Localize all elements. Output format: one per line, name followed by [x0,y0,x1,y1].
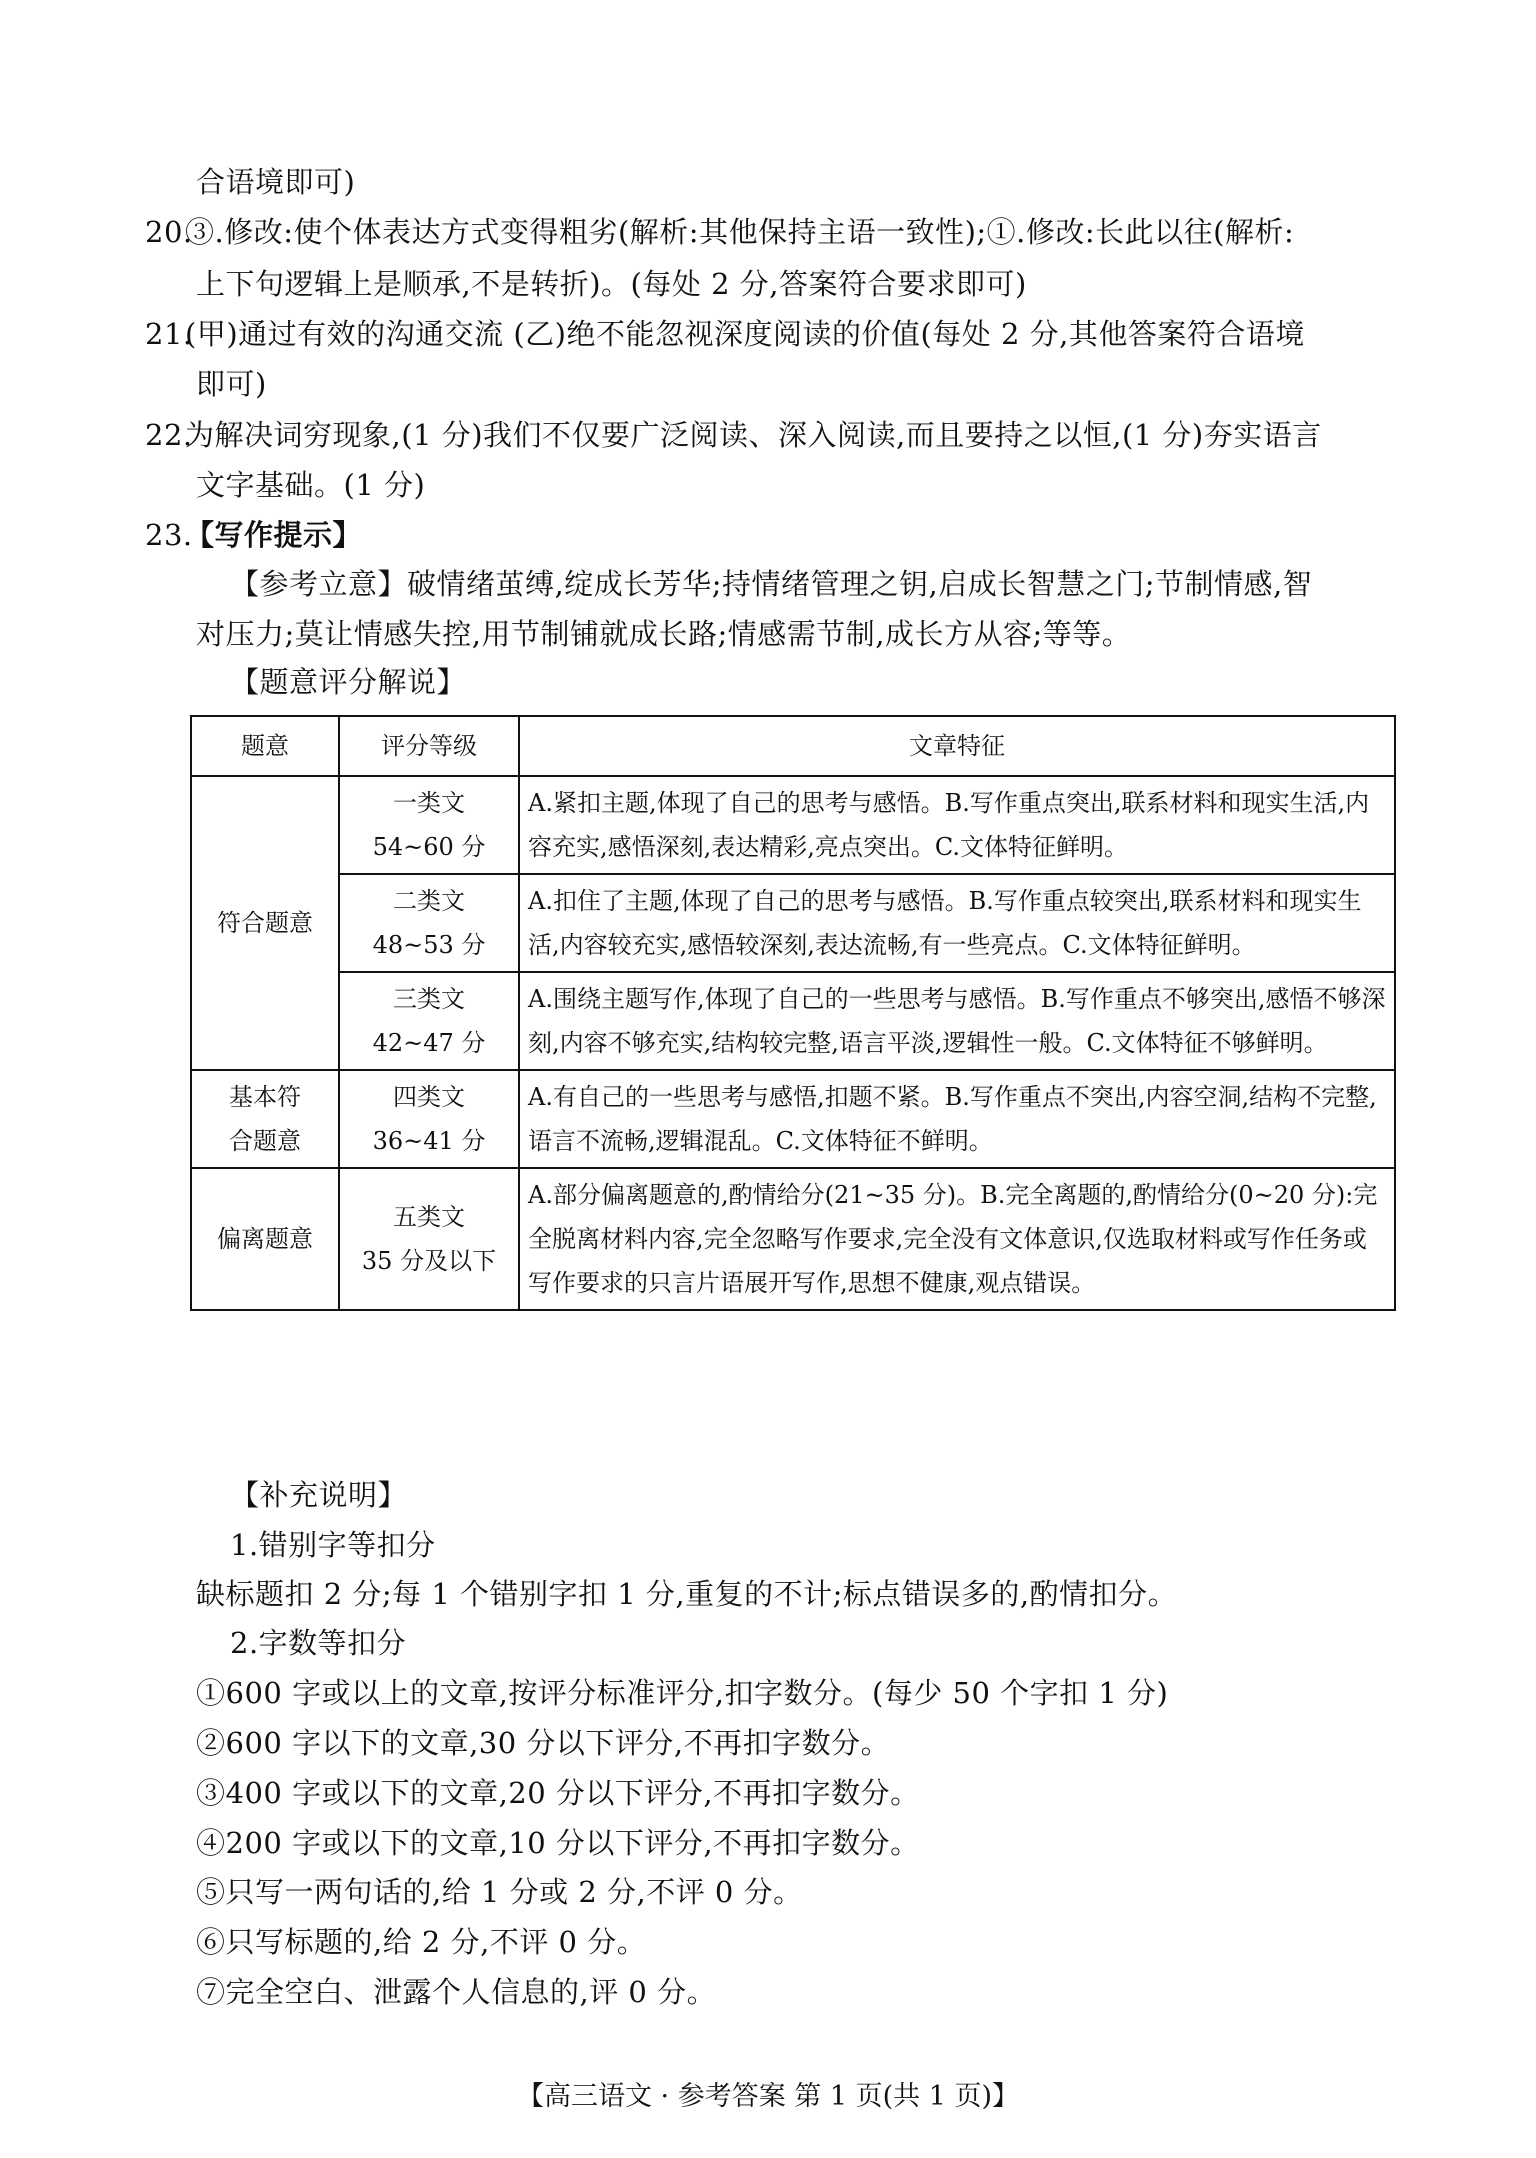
q23-heading [145,513,362,557]
table-row [191,1070,1395,1168]
q19-tail: 合语境即可) [196,165,356,199]
word-count-rule: ⑥只写标题的,给 2 分,不评 0 分。 [196,1925,647,1959]
grade-cell [339,1070,519,1168]
grade-cell [339,972,519,1070]
grading-table [190,715,1396,1311]
word-count-rule: ⑤只写一两句话的,给 1 分或 2 分,不评 0 分。 [196,1875,803,1909]
q21-line2: 即可) [196,367,267,401]
feature-cell: A.部分偏离题意的,酌情给分(21~35 分)。B.完全离题的,酌情给分(0~20 分):完全脱离材料内容,完全忽略写作要求,完全没有文体意识,仅选取材料或写作任务或写作要求的只言片语展开写作,思想不健康,观点错误。 [519,1168,1395,1310]
supplement-section-2: 2.字数等扣分 [230,1626,407,1660]
q20-line1 [145,210,1294,254]
grade-cell [339,1168,519,1310]
header-topic: 题意 [191,716,339,776]
table-row [191,776,1395,874]
question-number: 22. [145,418,193,452]
word-count-rule: ④200 字或以下的文章,10 分以下评分,不再扣字数分。 [196,1826,920,1860]
word-count-rule: ①600 字或以上的文章,按评分标准评分,扣字数分。(每少 50 个字扣 1 分) [196,1676,1169,1710]
q20-text: ③.修改:使个体表达方式变得粗劣(解析:其他保持主语一致性);①.修改:长此以往(解析: [185,215,1295,249]
table-row [191,972,1395,1070]
group-basic [191,1070,339,1168]
grade-range: 54~60 分 [372,833,486,861]
q22-text: 为解决词穷现象,(1 分)我们不仅要广泛阅读、深入阅读,而且要持之以恒,(1 分)夯实语言 [185,418,1322,452]
grade-cell [339,776,519,874]
feature-cell: A.围绕主题写作,体现了自己的一些思考与感悟。B.写作重点不够突出,感悟不够深刻,内容不够充实,结构较完整,语言平淡,逻辑性一般。C.文体特征不够鲜明。 [519,972,1395,1070]
reference-intent-line2: 对压力;莫让情感失控,用节制铺就成长路;情感需节制,成长方从容;等等。 [196,617,1132,651]
feature-cell: A.扣住了主题,体现了自己的思考与感悟。B.写作重点较突出,联系材料和现实生活,内容较充实,感悟较深刻,表达流畅,有一些亮点。C.文体特征鲜明。 [519,874,1395,972]
grade-level: 二类文 [393,887,465,915]
q21-line1 [145,312,1305,356]
page-footer: 【高三语文 · 参考答案 第 1 页(共 1 页)】 [516,2081,1020,2112]
q20-line2: 上下句逻辑上是顺承,不是转折)。(每处 2 分,答案符合要求即可) [196,267,1027,301]
grade-range: 35 分及以下 [361,1247,497,1275]
q22-line2: 文字基础。(1 分) [196,468,426,502]
table-row [191,874,1395,972]
reference-intent-line1: 【参考立意】破情绪茧缚,绽成长芳华;持情绪管理之钥,启成长智慧之门;节制情感,智 [230,567,1313,601]
table-header-row [191,716,1395,776]
word-count-rule: ③400 字或以下的文章,20 分以下评分,不再扣字数分。 [196,1776,920,1810]
header-grade: 评分等级 [339,716,519,776]
grade-cell [339,874,519,972]
group-basic-line1: 基本符 [229,1083,301,1111]
grade-range: 36~41 分 [372,1127,486,1155]
supplement-section-1: 1.错别字等扣分 [230,1528,436,1562]
evaluation-title: 【题意评分解说】 [230,665,467,699]
supplement-section-1-text: 缺标题扣 2 分;每 1 个错别字扣 1 分,重复的不计;标点错误多的,酌情扣分。 [196,1577,1178,1611]
question-number: 23. [145,518,193,552]
grade-level: 五类文 [393,1203,465,1231]
grade-level: 四类文 [393,1083,465,1111]
grade-range: 48~53 分 [372,931,486,959]
writing-tips-title: 【写作提示】 [185,518,363,552]
grade-range: 42~47 分 [372,1029,486,1057]
group-basic-line2: 合题意 [229,1127,301,1155]
question-number: 21. [145,317,193,351]
q22-line1 [145,413,1322,457]
question-number: 20. [145,215,193,249]
word-count-rule: ②600 字以下的文章,30 分以下评分,不再扣字数分。 [196,1726,891,1760]
q21-text: (甲)通过有效的沟通交流 (乙)绝不能忽视深度阅读的价值(每处 2 分,其他答案符合语境 [185,317,1305,351]
feature-cell: A.有自己的一些思考与感悟,扣题不紧。B.写作重点不突出,内容空洞,结构不完整,语言不流畅,逻辑混乱。C.文体特征不鲜明。 [519,1070,1395,1168]
word-count-rule: ⑦完全空白、泄露个人信息的,评 0 分。 [196,1975,717,2009]
group-off-topic: 偏离题意 [191,1168,339,1310]
header-features: 文章特征 [519,716,1395,776]
group-conforming: 符合题意 [191,776,339,1070]
grade-level: 三类文 [393,985,465,1013]
supplement-title: 【补充说明】 [230,1478,408,1512]
feature-cell: A.紧扣主题,体现了自己的思考与感悟。B.写作重点突出,联系材料和现实生活,内容充实,感悟深刻,表达精彩,亮点突出。C.文体特征鲜明。 [519,776,1395,874]
grade-level: 一类文 [393,789,465,817]
table-row [191,1168,1395,1310]
